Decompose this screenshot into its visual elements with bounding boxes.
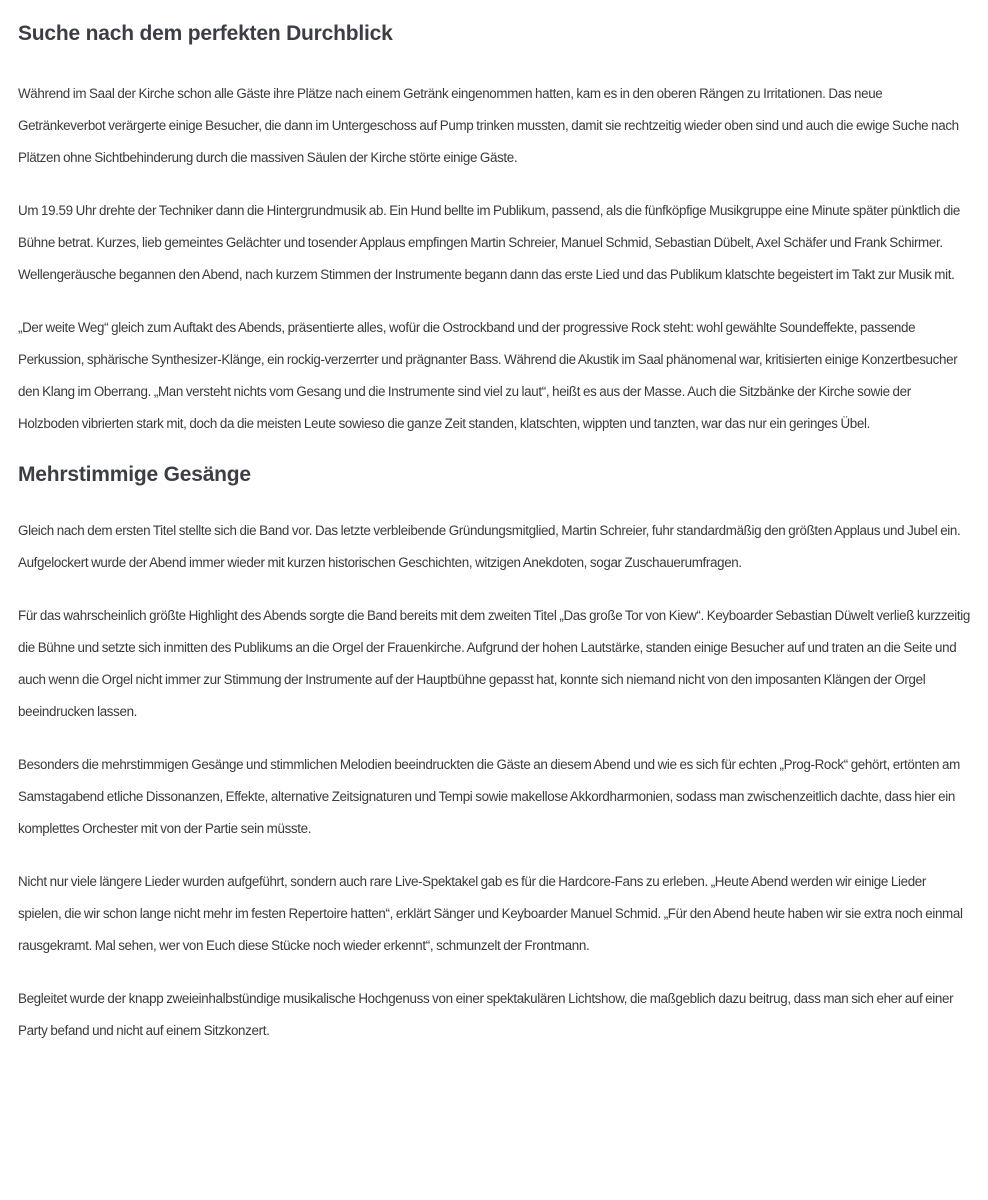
- paragraph: Für das wahrscheinlich größte Highlight des Abends sorgte die Band bereits mit dem zweiten Titel „Das große Tor von Kiew“. Keyboarder Sebastian Düwelt verließ kurzzeitig die Bühne und setzte sich inmitten des Publikums an die Orgel der Frauenkirche. Aufgrund der hohen Lautstärke, standen einige Besucher auf und traten an die Seite und auch wenn die Orgel nicht immer zur Stimmung der Instrumente auf der Hauptbühne gepasst hat, konnte sich niemand nicht von den imposanten Klängen der Orgel beeindrucken lassen.: [18, 608, 970, 719]
- section-mehrstimmige-gesaenge: [18, 461, 970, 1047]
- paragraph: „Der weite Weg“ gleich zum Auftakt des Abends, präsentierte alles, wofür die Ostrockband und der progressive Rock steht: wohl gewählte Soundeffekte, passende Perkussion, sphärische Synthesizer-Klänge, ein rockig-verzerrter und prägnanter Bass. Während die Akustik im Saal phänomenal war, kritisierten einige Konzertbesucher den Klang im Oberrang. „Man versteht nichts vom Gesang und die Instrumente sind viel zu laut“, heißt es aus der Masse. Auch die Sitzbänke der Kirche sowie der Holzboden vibrierten stark mit, doch da die meisten Leute sowieso die ganze Zeit standen, klatschten, wippten und tanzten, war das nur ein geringes Übel.: [18, 320, 958, 431]
- paragraph: Gleich nach dem ersten Titel stellte sich die Band vor. Das letzte verbleibende Gründungsmitglied, Martin Schreier, fuhr standardmäßig den größten Applaus und Jubel ein. Aufgelockert wurde der Abend immer wieder mit kurzen historischen Geschichten, witzigen Anekdoten, sogar Zuschauerumfragen.: [18, 523, 961, 570]
- paragraph: Nicht nur viele längere Lieder wurden aufgeführt, sondern auch rare Live-Spektakel gab es für die Hardcore-Fans zu erleben. „Heute Abend werden wir einige Lieder spielen, die wir schon lange nicht mehr im festen Repertoire hatten“, erklärt Sänger und Keyboarder Manuel Schmid. „Für den Abend heute haben wir sie extra noch einmal rausgekramt. Mal sehen, wer von Euch diese Stücke noch wieder erkennt“, schmunzelt der Frontmann.: [18, 874, 963, 953]
- paragraph: Besonders die mehrstimmigen Gesänge und stimmlichen Melodien beeindruckten die Gäste an diesem Abend und wie es sich für echten „Prog-Rock“ gehört, ertönten am Samstagabend etliche Dissonanzen, Effekte, alternative Zeitsignaturen und Tempi sowie makellose Akkordharmonien, sodass man zwischenzeitlich dachte, dass hier ein komplettes Orchester mit von der Partie sein müsste.: [18, 757, 960, 836]
- section-heading: Suche nach dem perfekten Durchblick: [18, 22, 393, 45]
- section-heading: Mehrstimmige Gesänge: [18, 463, 251, 486]
- section-durchblick: [18, 0, 970, 440]
- paragraph: Während im Saal der Kirche schon alle Gäste ihre Plätze nach einem Getränk eingenommen hatten, kam es in den oberen Rängen zu Irritationen. Das neue Getränkeverbot verärgerte einige Besucher, die dann im Untergeschoss auf Pump trinken mussten, damit sie rechtzeitig wieder oben sind und auch die ewige Suche nach Plätzen ohne Sichtbehinderung durch die massiven Säulen der Kirche störte einige Gäste.: [18, 86, 959, 165]
- paragraph: Begleitet wurde der knapp zweieinhalbstündige musikalische Hochgenuss von einer spektakulären Lichtshow, die maßgeblich dazu beitrug, dass man sich eher auf einer Party befand und nicht auf einem Sitzkonzert.: [18, 991, 954, 1038]
- paragraph: Um 19.59 Uhr drehte der Techniker dann die Hintergrundmusik ab. Ein Hund bellte im Publikum, passend, als die fünfköpfige Musikgruppe eine Minute später pünktlich die Bühne betrat. Kurzes, lieb gemeintes Gelächter und tosender Applaus empfingen Martin Schreier, Manuel Schmid, Sebastian Dübelt, Axel Schäfer und Frank Schirmer. Wellengeräusche begannen den Abend, nach kurzem Stimmen der Instrumente begann dann das erste Lied und das Publikum klatschte begeistert im Takt zur Musik mit.: [18, 203, 960, 282]
